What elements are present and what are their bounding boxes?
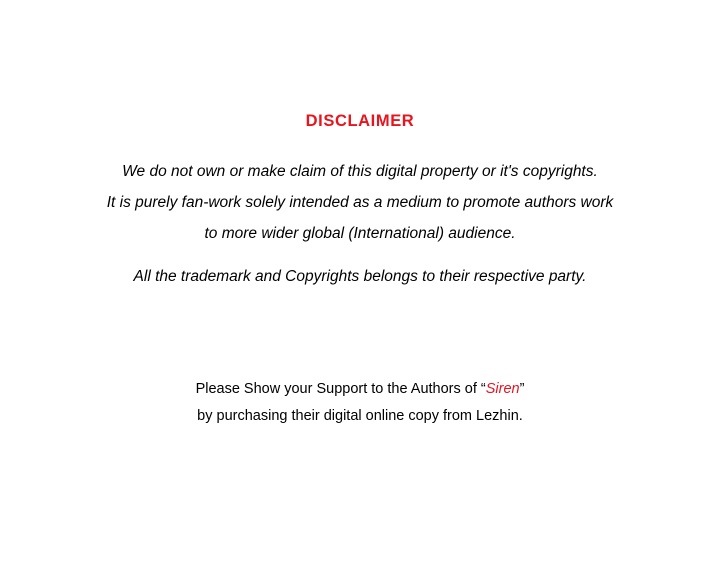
paragraph-spacer bbox=[0, 249, 720, 261]
work-title: Siren bbox=[485, 381, 520, 397]
disclaimer-line-4: All the trademark and Copyrights belongs to their respective party. bbox=[133, 267, 587, 285]
support-line-1-prefix: Please Show your Support to the Authors of “ bbox=[195, 381, 486, 397]
disclaimer-line-1: We do not own or make claim of this digital property or it's copyrights. bbox=[122, 162, 598, 180]
disclaimer-heading: DISCLAIMER bbox=[305, 112, 415, 130]
support-section bbox=[0, 376, 720, 430]
disclaimer-line-3: to more wider global (International) audience. bbox=[204, 224, 516, 242]
support-line-2: by purchasing their digital online copy from Lezhin. bbox=[197, 408, 523, 424]
support-line-1-suffix: ” bbox=[519, 381, 525, 397]
disclaimer-line-2: It is purely fan-work solely intended as a medium to promote authors work bbox=[106, 193, 614, 211]
disclaimer-body bbox=[0, 156, 720, 292]
support-line-1 bbox=[0, 376, 720, 403]
disclaimer-section bbox=[0, 112, 720, 292]
